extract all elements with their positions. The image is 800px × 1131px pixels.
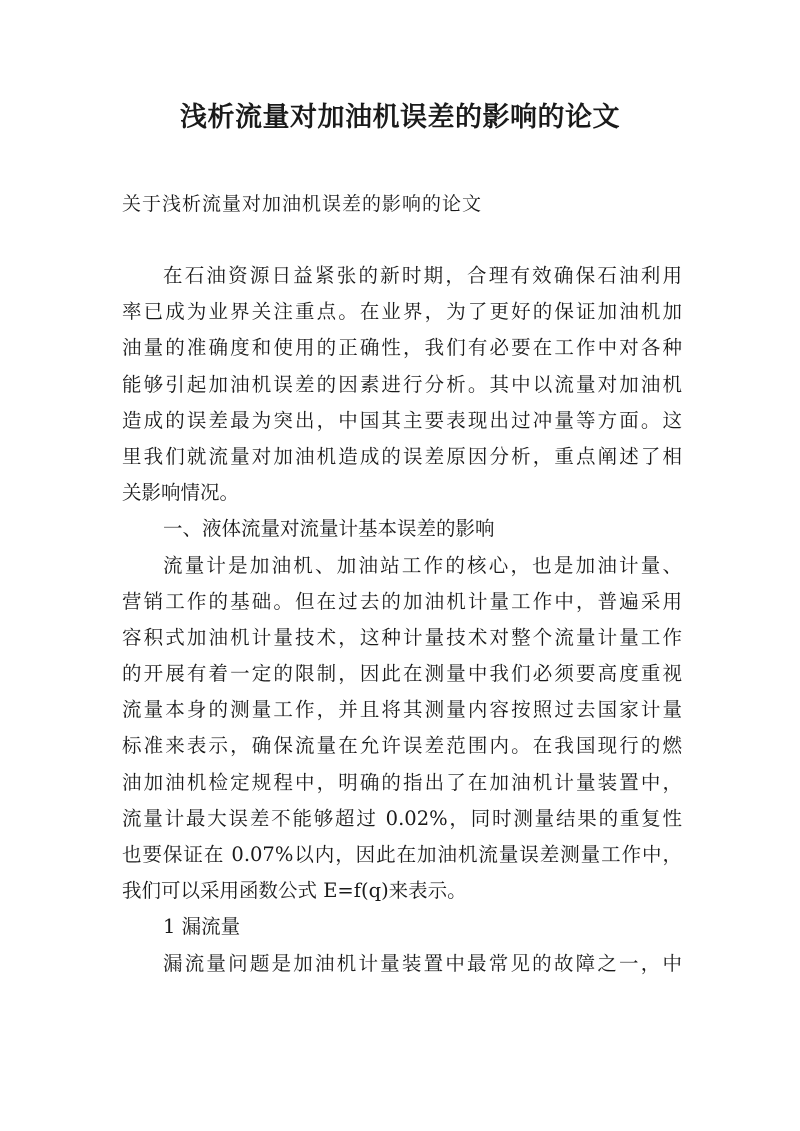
body-line: 也要保证在 0.07%以内，因此在加油机流量误差测量工作中， [122, 843, 682, 866]
body-line: 油加油机检定规程中，明确的指出了在加油机计量装置中， [122, 770, 682, 794]
body-line: 造成的误差最为突出，中国其主要表现出过冲量等方面。这 [122, 408, 682, 432]
body-line: 容积式加油机计量技术，这种计量技术对整个流量计量工作 [122, 625, 682, 649]
body-line: 标准来表示，确保流量在允许误差范围内。在我国现行的燃 [122, 734, 682, 758]
body-line: 能够引起加油机误差的因素进行分析。其中以流量对加油机 [122, 372, 682, 396]
subsection-heading: 1 漏流量 [163, 915, 241, 939]
body-line: 我们可以采用函数公式 E=f(q)来表示。 [122, 879, 467, 903]
body-line: 关影响情况。 [122, 481, 240, 505]
body-line: 里我们就流量对加油机造成的误差原因分析，重点阐述了相 [122, 444, 682, 468]
document-title: 浅析流量对加油机误差的影响的论文 [180, 102, 620, 133]
section-heading: 一、液体流量对流量计基本误差的影响 [163, 517, 495, 541]
body-line: 营销工作的基础。但在过去的加油机计量工作中，普遍采用 [122, 589, 682, 613]
body-line: 率已成为业界关注重点。在业界，为了更好的保证加油机加 [122, 300, 682, 324]
body-line: 流量计是加油机、加油站工作的核心，也是加油计量、 [163, 553, 682, 577]
body-line: 油量的准确度和使用的正确性，我们有必要在工作中对各种 [122, 336, 682, 360]
document-body [122, 258, 682, 982]
body-line: 流量计最大误差不能够超过 0.02%，同时测量结果的重复性 [122, 806, 682, 830]
body-line: 漏流量问题是加油机计量装置中最常见的故障之一，中 [163, 951, 682, 975]
body-line: 在石油资源日益紧张的新时期，合理有效确保石油利用 [163, 264, 682, 287]
body-line: 流量本身的测量工作，并且将其测量内容按照过去国家计量 [122, 698, 682, 722]
document-subtitle: 关于浅析流量对加油机误差的影响的论文 [122, 193, 483, 215]
body-line: 的开展有着一定的限制，因此在测量中我们必须要高度重视 [122, 662, 682, 686]
